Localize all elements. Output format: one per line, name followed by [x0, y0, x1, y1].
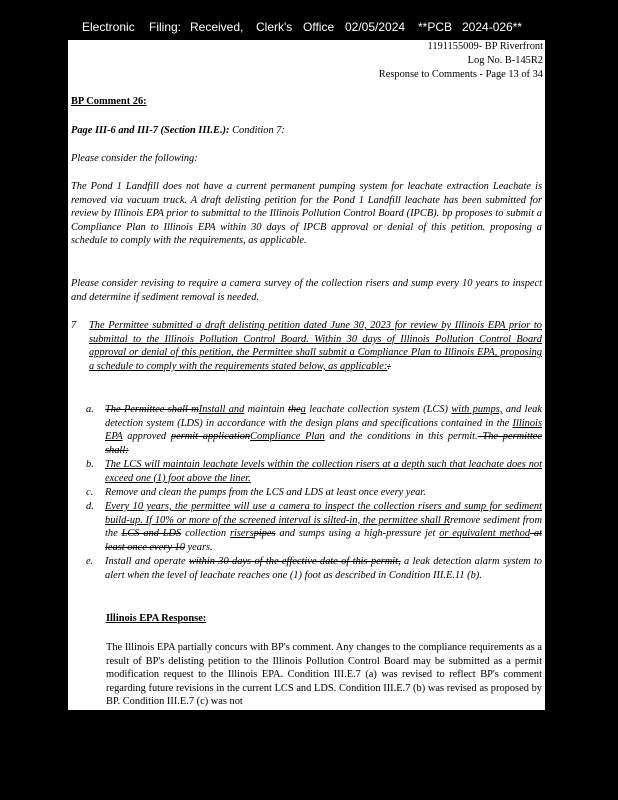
struck-text: The permittee shall:: [105, 431, 542, 456]
struck-text: the: [287, 404, 301, 415]
condition-text: The Permittee submitted a draft delisting petition dated June 30, 2023 for review by Illinois EPA prior to submittal to the Illinois Pollution Control Board. Within 30 days of Illinois Pollution Control Board approval or denial of this petition, the Permittee shall submit a Compliance Plan to Illinois EPA, proposing a schedule to comply with the requirements stated below, as applicable:: [89, 320, 542, 372]
banner-word: Office: [303, 20, 335, 34]
struck-text: :: [387, 360, 391, 372]
struck-text: The Permittee shall m: [105, 404, 199, 415]
banner-date: 02/05/2024: [345, 20, 406, 34]
header-log-number: Log No. B-145R2: [467, 55, 543, 66]
banner-word: Received,: [190, 20, 244, 34]
item-letter: a.: [86, 404, 94, 415]
header-facility: 1191155009- BP Riverfront: [427, 41, 543, 52]
comment-paragraph: The Pond 1 Landfill does not have a current permanent pumping system for leachate extraction Leachate is removed via vacuum truck. A draft delisting petition for the Pond 1 Landfill leachate has been submitted for review by Illinois EPA prior to submittal to the Illinois Pollution Control Board (IPCB). bp proposes to submit a Compliance Plan to Illinois EPA within 30 days of IPCB approval or denial of this petition. proposing a schedule to comply with the requirements, as applicable.: [71, 181, 542, 247]
struck-text: permit application: [170, 431, 251, 443]
struck-text: at least once every 10: [105, 528, 542, 553]
item-letter: d.: [86, 501, 94, 512]
item-text: and leak detection system (LDS) in accordance with the design plans and specifications contained in the: [105, 404, 542, 429]
comment-title: BP Comment 26:: [71, 96, 147, 107]
banner-word: Clerk's: [256, 20, 293, 34]
document-page: [68, 40, 545, 710]
comment-section: [71, 124, 542, 138]
condition-number: 7: [71, 320, 77, 331]
comment-request: Please consider revising to require a camera survey of the collection risers and sump every 10 years to inspect and determine if sediment removal is needed.: [71, 278, 542, 303]
item-text: years.: [184, 541, 213, 553]
condition-7: [71, 319, 542, 373]
condition-item-a: [86, 403, 542, 457]
item-text: and the conditions in this permit.: [324, 431, 478, 443]
item-letter: e.: [86, 556, 94, 567]
item-text: and sumps using a high-pressure jet: [275, 528, 440, 540]
item-text: Install and operate: [105, 556, 189, 567]
item-text: collection: [181, 528, 230, 540]
banner-word: Filing:: [149, 20, 182, 34]
struck-text: pipes: [253, 528, 276, 540]
filing-banner: [0, 18, 618, 38]
item-text: maintain: [244, 404, 288, 415]
page-header: [379, 40, 543, 82]
header-page-ref: Response to Comments - Page 13 of 34: [378, 69, 543, 80]
item-text: approved: [122, 431, 171, 443]
inserted-text: Compliance Plan: [250, 431, 325, 443]
inserted-text: Illinois EPA: [105, 417, 542, 443]
inserted-text: or equivalent method: [439, 528, 531, 540]
item-text: Remove and clean the pumps from the LCS and LDS at least once every year.: [105, 487, 426, 498]
section-condition: Condition 7:: [229, 125, 285, 136]
item-letter: c.: [86, 487, 94, 498]
condition-item-d: [86, 500, 542, 554]
section-ref: Page III-6 and III-7 (Section III.E.):: [71, 125, 230, 136]
inserted-text: The LCS will maintain leachate levels within the collection risers at a depth such that leachate does not exceed one (1) foot above the liner.: [105, 459, 542, 484]
inserted-text: a: [300, 404, 306, 415]
item-text: leachate collection system (LCS): [305, 404, 452, 415]
inserted-text: risers: [229, 528, 254, 540]
banner-word: **PCB: [418, 20, 453, 34]
condition-item-c: [86, 486, 542, 500]
item-text: a leak detection alarm system to alert when the level of leachate reaches one (1) foot as described in Condition III.E.11 (b).: [105, 556, 542, 581]
comment-intro: Please consider the following:: [71, 153, 198, 164]
banner-word: Electronic: [82, 20, 135, 34]
condition-item-b: [86, 458, 542, 485]
condition-item-e: [86, 555, 542, 582]
inserted-text: Install and: [198, 404, 245, 415]
struck-text: LCS and LDS: [121, 528, 182, 540]
struck-text: within 30 days of the effective date of this permit,: [188, 556, 401, 567]
item-letter: b.: [86, 459, 94, 470]
item-text: remove sediment from the: [105, 514, 542, 540]
inserted-text: Every 10 years, the permittee will use a camera to inspect the collection risers and sump for sediment build-up. If 10% or more of the screened interval is silted-in, the permittee shall R: [105, 501, 542, 526]
banner-docket: 2024-026**: [462, 20, 523, 34]
response-text: The Illinois EPA partially concurs with BP's comment. Any changes to the compliance requirements as a result of BP's delisting petition to the Illinois Pollution Control Board may be submitted as a permit modification request to the Illinois EPA. Condition III.E.7 (a) was revised to reflect BP's comment regarding future revisions in the current LCS and LDS. Condition III.E.7 (b) was revised as proposed by BP. Condition III.E.7 (c) was not: [106, 642, 542, 708]
response-title: Illinois EPA Response:: [106, 613, 207, 624]
inserted-text: with pumps,: [451, 404, 503, 415]
